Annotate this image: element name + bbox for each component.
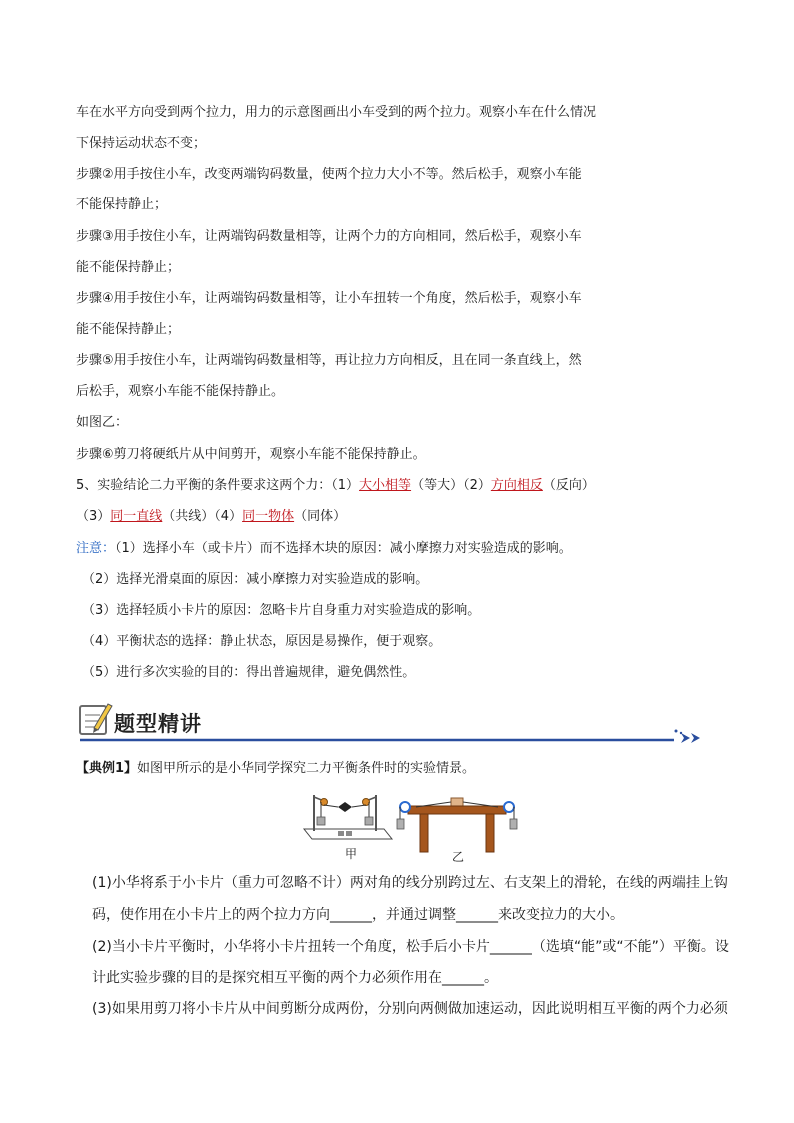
conclusion-text: （3） [76,509,111,524]
question-2-line: 计此实验步骤的目的是探究相互平衡的两个力必须作用在______。 [92,970,498,986]
conclusion-line-1 [76,477,595,495]
conclusion-line-2 [76,508,346,526]
key-answer-4: 同一物体 [242,509,295,524]
conclusion-text: （共线）（4） [162,509,243,524]
step-4-line: 能不能保持静止； [76,322,181,337]
key-answer-2: 方向相反 [490,478,543,493]
key-answer-3: 同一直线 [110,509,163,524]
conclusion-text: （反向） [542,478,595,493]
key-answer-1: 大小相等 [359,478,412,493]
example-intro-text: 如图甲所示的是小华同学探究二力平衡条件时的实验情景。 [137,761,476,776]
question-3-line: (3)如果用剪刀将小卡片从中间剪断分成两份，分别向两侧做加速运动，因此说明相互平衡的两个力必须 [92,1001,728,1017]
conclusion-text: （同体） [294,509,347,524]
double-arrow-icon [681,733,700,743]
question-2-line: (2)当小卡片平衡时，小华将小卡片扭转一个角度，松手后小卡片______（选填“能”或“不能”）平衡。设 [92,939,729,955]
step-3-line: 能不能保持静止； [76,260,181,275]
question-1-line: (1)小华将系于小卡片（重力可忽略不计）两对角的线分别跨过左、右支架上的滑轮，在线的两端挂上钩 [92,875,728,891]
step-5-line: 后松手，观察小车能不能保持静止。 [76,384,285,399]
step-text-line: 车在水平方向受到两个拉力，用力的示意图画出小车受到的两个拉力。观察小车在什么情况 [76,105,597,120]
note-line-5: （5）进行多次实验的目的：得出普遍规律，避免偶然性。 [82,665,416,680]
step-6-line: 步骤⑥剪刀将硬纸片从中间剪开，观察小车能不能保持静止。 [76,447,426,462]
figure-a-caption: 甲 [345,847,358,861]
figure-b-caption: 乙 [452,850,465,864]
conclusion-prefix: 5、实验结论二力平衡的条件要求这两个力：（1） [76,478,360,493]
step-text-line: 下保持运动状态不变； [76,136,207,151]
step-5-line: 步骤⑤用手按住小车，让两端钩码数量相等，再让拉力方向相反，且在同一条直线上，然 [76,353,582,368]
note-line-4: （4）平衡状态的选择：静止状态，原因是易操作，便于观察。 [82,634,442,649]
question-1-line: 码，使作用在小卡片上的两个拉力方向______，并通过调整______来改变拉力的大小。 [92,907,624,923]
note-line-1 [76,540,572,558]
example-label: 【典例1】 [76,761,138,776]
step-3-line: 步骤③用手按住小车，让两端钩码数量相等，让两个力的方向相同，然后松手，观察小车 [76,229,582,244]
pencil-notebook-icon [80,704,112,734]
note-text: （1）选择小车（或卡片）而不选择木块的原因：减小摩擦力对实验造成的影响。 [115,541,572,556]
example-intro [76,760,475,778]
note-line-2: （2）选择光滑桌面的原因：减小摩擦力对实验造成的影响。 [82,572,429,587]
figure-b-heading: 如图乙： [76,415,129,430]
conclusion-text: （等大）（2） [411,478,491,493]
step-2-line: 不能保持静止； [76,197,168,212]
step-4-line: 步骤④用手按住小车，让两端钩码数量相等，让小车扭转一个角度，然后松手，观察小车 [76,291,582,306]
note-line-3: （3）选择轻质小卡片的原因：忽略卡片自身重力对实验造成的影响。 [82,603,481,618]
section-title: 题型精讲 [114,711,202,736]
step-2-line: 步骤②用手按住小车，改变两端钩码数量，使两个拉力大小不等。然后松手，观察小车能 [76,167,582,182]
figure-a-card-apparatus [300,787,396,847]
note-label: 注意： [76,541,116,556]
